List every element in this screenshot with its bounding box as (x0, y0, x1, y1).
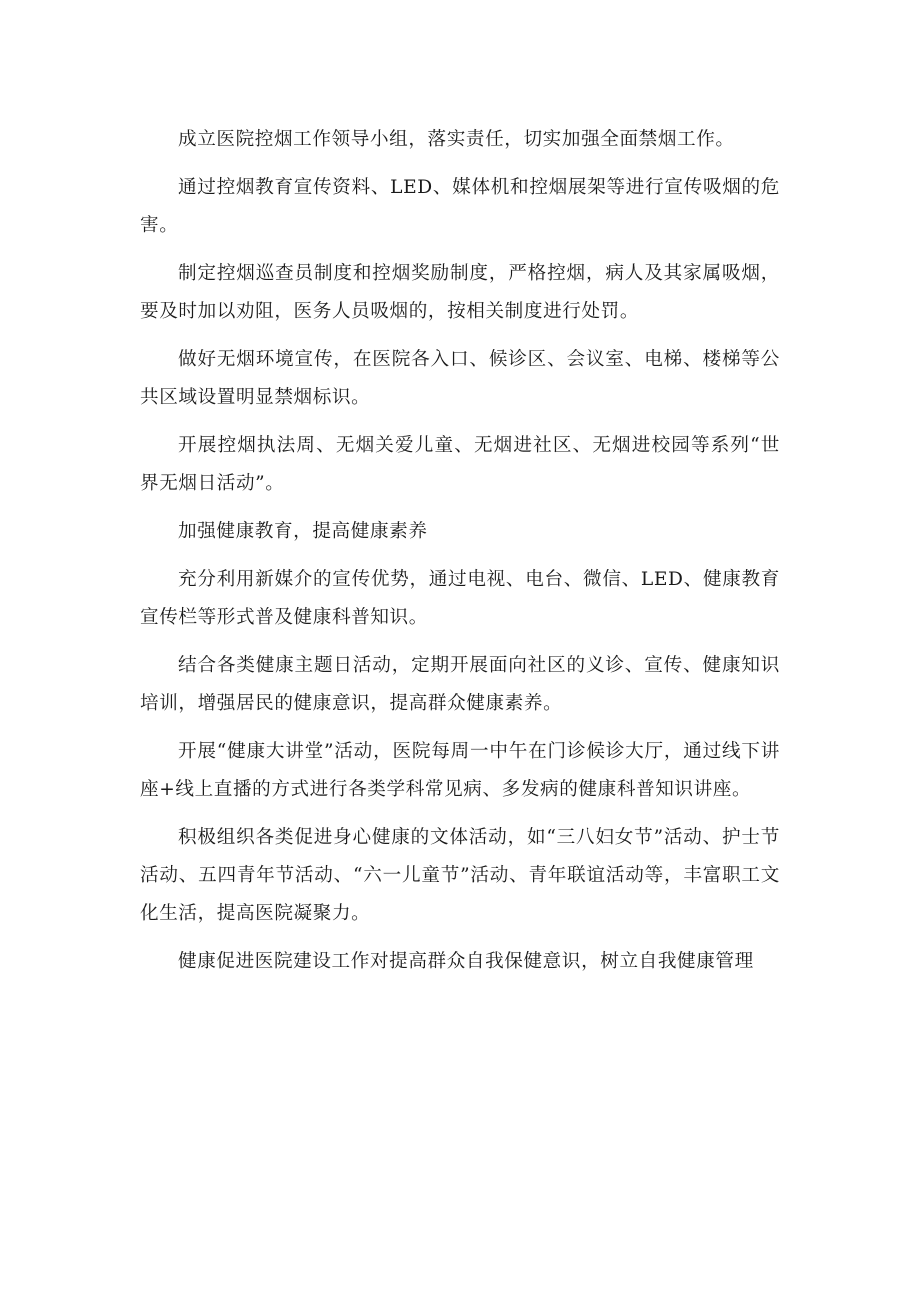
paragraph-inspection-system: 制定控烟巡查员制度和控烟奖励制度，严格控烟，病人及其家属吸烟，要及时加以劝阻，医务人员吸烟的，按相关制度进行处罚。 (140, 263, 780, 322)
paragraph-health-lecture-hall: 开展“健康大讲堂”活动，医院每周一中午在门诊候诊大厅，通过线下讲座+线上直播的方式进行各类学科常见病、多发病的健康科普知识讲座。 (140, 741, 780, 800)
paragraph-health-promotion-hospital: 健康促进医院建设工作对提高群众自我保健意识，树立自我健康管理 (178, 951, 754, 972)
paragraph-smoke-free-signage: 做好无烟环境宣传，在医院各入口、候诊区、会议室、电梯、楼梯等公共区域设置明显禁烟标识。 (140, 349, 780, 408)
paragraph-world-no-tobacco-day: 开展控烟执法周、无烟关爱儿童、无烟进社区、无烟进校园等系列“世界无烟日活动”。 (140, 435, 780, 494)
document-body (140, 121, 780, 991)
paragraph-cultural-activities: 积极组织各类促进身心健康的文体活动，如“三八妇女节”活动、护士节活动、五四青年节活动、“六一儿童节”活动、青年联谊活动等，丰富职工文化生活，提高医院凝聚力。 (140, 827, 780, 924)
paragraph-health-education-heading: 加强健康教育，提高健康素养 (178, 521, 428, 542)
paragraph-smoking-control-group: 成立医院控烟工作领导小组，落实责任，切实加强全面禁烟工作。 (178, 129, 735, 150)
paragraph-publicity-materials: 通过控烟教育宣传资料、LED、媒体机和控烟展架等进行宣传吸烟的危害。 (140, 177, 780, 236)
paragraph-new-media-publicity: 充分利用新媒介的宣传优势，通过电视、电台、微信、LED、健康教育宣传栏等形式普及健康科普知识。 (140, 569, 780, 628)
paragraph-health-theme-days: 结合各类健康主题日活动，定期开展面向社区的义诊、宣传、健康知识培训，增强居民的健康意识，提高群众健康素养。 (140, 655, 780, 714)
